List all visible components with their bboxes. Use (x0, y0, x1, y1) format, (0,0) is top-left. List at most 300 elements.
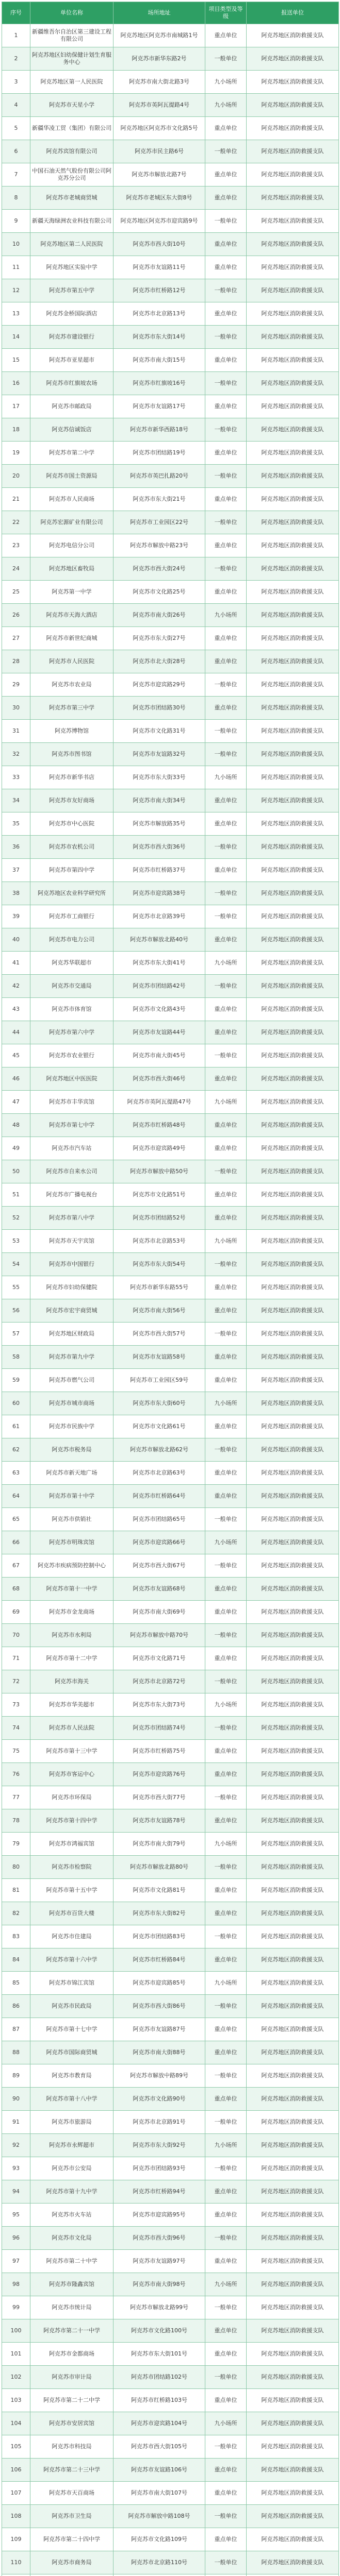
cell-no: 30 (2, 697, 30, 720)
cell-department: 阿克苏地区消防救援支队 (247, 488, 339, 511)
cell-no: 65 (2, 1508, 30, 1531)
cell-no: 6 (2, 140, 30, 163)
cell-department (247, 2574, 339, 2576)
cell-unit-name: 阿克苏市第十三中学 (30, 1740, 114, 1763)
cell-address: 阿克苏市南大街34号 (114, 789, 205, 812)
cell-address: 阿克苏市西大街57号 (114, 1323, 205, 1346)
document-page (0, 2, 340, 2576)
cell-address: 阿克苏市北京路39号 (114, 905, 205, 928)
cell-address: 阿克苏市东大街33号 (114, 766, 205, 789)
cell-department: 阿克苏地区消防救援支队 (247, 1995, 339, 2018)
table-row (2, 1740, 339, 1763)
cell-unit-name: 阿克苏市民政局 (30, 1995, 114, 2018)
cell-address: 阿克苏市工业园区22号 (114, 511, 205, 534)
cell-address: 阿克苏市西大街46号 (114, 1067, 205, 1091)
cell-type: 一般单位 (205, 1323, 247, 1346)
cell-address: 阿克苏市团结路102号 (114, 2366, 205, 2389)
cell-unit-name: 阿克苏市天宇宾馆 (30, 1230, 114, 1253)
cell-type: 一般单位 (205, 2505, 247, 2528)
cell-unit-name: 阿克苏市第十七中学 (30, 2018, 114, 2041)
cell-address: 阿克苏市文化路51号 (114, 1183, 205, 1207)
table-row (2, 2412, 339, 2435)
cell-address: 阿克苏市解放中路70号 (114, 1624, 205, 1647)
cell-no: 5 (2, 117, 30, 140)
cell-department: 阿克苏地区消防救援支队 (247, 279, 339, 302)
cell-address: 阿克苏市迎宾路104号 (114, 2412, 205, 2435)
cell-department: 阿克苏地区消防救援支队 (247, 442, 339, 465)
cell-address: 阿克苏市文化路100号 (114, 2319, 205, 2343)
cell-no: 25 (2, 581, 30, 604)
cell-no: 55 (2, 1276, 30, 1299)
cell-department: 阿克苏地区消防救援支队 (247, 94, 339, 117)
cell-address: 阿克苏市西大街105号 (114, 2435, 205, 2459)
cell-no: 1 (2, 24, 30, 47)
cell-no: 68 (2, 1578, 30, 1601)
cell-type: 重点单位 (205, 488, 247, 511)
cell-unit-name: 阿克苏市妇幼保健院 (30, 1276, 114, 1299)
cell-unit-name: 阿克苏市城市商场 (30, 1392, 114, 1415)
cell-address: 阿克苏市北京路72号 (114, 1670, 205, 1693)
cell-unit-name: 阿克苏市第二中学 (30, 442, 114, 465)
cell-no: 35 (2, 812, 30, 836)
table-row (2, 2574, 339, 2576)
cell-unit-name: 阿克苏市第十六中学 (30, 1948, 114, 1972)
header-no: 序号 (2, 2, 30, 24)
table-row (2, 1879, 339, 1902)
table-row (2, 1276, 339, 1299)
cell-address: 阿克苏市南大街79号 (114, 1833, 205, 1856)
cell-no: 53 (2, 1230, 30, 1253)
cell-type: 重点单位 (205, 1485, 247, 1508)
cell-address: 阿克苏市迎宾路38号 (114, 882, 205, 905)
cell-type: 重点单位 (205, 1902, 247, 1925)
cell-address: 阿克苏市文化路61号 (114, 1415, 205, 1438)
cell-department: 阿克苏地区消防救援支队 (247, 720, 339, 743)
cell-type: 重点单位 (205, 1207, 247, 1230)
cell-address: 阿克苏市迎宾路49号 (114, 1137, 205, 1160)
table-row (2, 1485, 339, 1508)
cell-unit-name: 阿克苏市第八中学 (30, 1207, 114, 1230)
table-row (2, 1137, 339, 1160)
table-row (2, 372, 339, 395)
table-row (2, 859, 339, 882)
cell-department: 阿克苏地区消防救援支队 (247, 1137, 339, 1160)
cell-no: 83 (2, 1925, 30, 1948)
cell-address: 阿克苏地区阿克苏市文化路5号 (114, 117, 205, 140)
cell-unit-name: 阿克苏市旅游局 (30, 2111, 114, 2134)
cell-type: 一般单位 (205, 2111, 247, 2134)
cell-unit-name: 阿克苏市第十中学 (30, 1485, 114, 1508)
cell-no: 16 (2, 372, 30, 395)
cell-department: 阿克苏地区消防救援支队 (247, 859, 339, 882)
cell-type: 重点单位 (205, 256, 247, 279)
table-row (2, 905, 339, 928)
cell-no: 51 (2, 1183, 30, 1207)
cell-address: 阿克苏市友谊路17号 (114, 395, 205, 418)
cell-no: 50 (2, 1160, 30, 1183)
cell-unit-name: 新疆维吾尔自治区第三建设工程有限公司 (30, 24, 114, 47)
cell-no: 13 (2, 302, 30, 326)
cell-address: 阿克苏市东大街92号 (114, 2134, 205, 2157)
cell-address: 阿克苏市北大街28号 (114, 650, 205, 673)
cell-no: 82 (2, 1902, 30, 1925)
cell-type: 重点单位 (205, 1067, 247, 1091)
cell-type: 一般单位 (205, 1624, 247, 1647)
cell-no: 48 (2, 1114, 30, 1137)
table-row (2, 2041, 339, 2064)
cell-no: 37 (2, 859, 30, 882)
table-row (2, 1207, 339, 1230)
cell-unit-name: 阿克苏市第十四中学 (30, 1809, 114, 1833)
cell-type: 重点单位 (205, 534, 247, 557)
cell-type: 一般单位 (205, 1438, 247, 1462)
cell-no: 57 (2, 1323, 30, 1346)
cell-unit-name: 阿克苏市税务局 (30, 1438, 114, 1462)
cell-address: 阿克苏市红桥路94号 (114, 2180, 205, 2204)
cell-department: 阿克苏地区消防救援支队 (247, 766, 339, 789)
cell-unit-name: 阿克苏地区农业科学研究所 (30, 882, 114, 905)
cell-address: 阿克苏市红桥路48号 (114, 1114, 205, 1137)
cell-department: 阿克苏地区消防救援支队 (247, 673, 339, 697)
cell-department: 阿克苏地区消防救援支队 (247, 1183, 339, 1207)
cell-department: 阿克苏地区消防救援支队 (247, 1160, 339, 1183)
cell-no: 79 (2, 1833, 30, 1856)
header-row (2, 2, 339, 24)
cell-no: 49 (2, 1137, 30, 1160)
table-row (2, 1091, 339, 1114)
cell-department: 阿克苏地区消防救援支队 (247, 2227, 339, 2250)
cell-type: 一般单位 (205, 836, 247, 859)
cell-type: 九小场所 (205, 1091, 247, 1114)
cell-unit-name: 阿克苏市新世纪商城 (30, 627, 114, 650)
cell-address: 阿克苏市东大街82号 (114, 1902, 205, 1925)
cell-department: 阿克苏地区消防救援支队 (247, 1601, 339, 1624)
header-unit-name: 单位名称 (30, 2, 114, 24)
cell-no: 43 (2, 998, 30, 1021)
cell-no: 22 (2, 511, 30, 534)
cell-unit-name: 阿克苏市建设银行 (30, 326, 114, 349)
table-row (2, 1763, 339, 1786)
cell-type: 重点单位 (205, 2343, 247, 2366)
cell-department: 阿克苏地区消防救援支队 (247, 24, 339, 47)
cell-no: 74 (2, 1717, 30, 1740)
cell-no: 107 (2, 2482, 30, 2505)
table-row (2, 2018, 339, 2041)
cell-type: 一般单位 (205, 2157, 247, 2180)
cell-unit-name: 阿克苏市天海大酒店 (30, 604, 114, 627)
cell-department: 阿克苏地区消防救援支队 (247, 465, 339, 488)
unit-table (2, 2, 339, 2576)
cell-department: 阿克苏地区消防救援支队 (247, 1902, 339, 1925)
cell-address: 阿克苏市东大街41号 (114, 952, 205, 975)
table-row (2, 442, 339, 465)
cell-address: 阿克苏市团结路19号 (114, 442, 205, 465)
cell-address: 阿克苏市文化路71号 (114, 1647, 205, 1670)
cell-unit-name: 阿克苏市第十一中学 (30, 1578, 114, 1601)
cell-address: 阿克苏市文化路43号 (114, 998, 205, 1021)
cell-department: 阿克苏地区消防救援支队 (247, 2041, 339, 2064)
cell-unit-name: 阿克苏市安居宾馆 (30, 2412, 114, 2435)
table-row (2, 1786, 339, 1809)
cell-type: 九小场所 (205, 71, 247, 94)
cell-type: 九小场所 (205, 604, 247, 627)
cell-type: 重点单位 (205, 117, 247, 140)
cell-unit-name: 阿克苏市汽车站 (30, 1137, 114, 1160)
table-row (2, 2088, 339, 2111)
table-row (2, 928, 339, 952)
cell-address: 阿克苏地区阿克苏市迎宾路9号 (114, 210, 205, 233)
cell-address: 阿克苏市解放中路108号 (114, 2505, 205, 2528)
cell-unit-name: 阿克苏市住建局 (30, 1925, 114, 1948)
cell-department: 阿克苏地区消防救援支队 (247, 326, 339, 349)
cell-address (114, 2574, 205, 2576)
cell-no: 34 (2, 789, 30, 812)
cell-no: 20 (2, 465, 30, 488)
table-row (2, 24, 339, 47)
cell-department: 阿克苏地区消防救援支队 (247, 1508, 339, 1531)
cell-no: 95 (2, 2204, 30, 2227)
cell-type: 重点单位 (205, 1415, 247, 1438)
cell-type: 重点单位 (205, 2528, 247, 2551)
cell-no: 3 (2, 71, 30, 94)
table-row (2, 789, 339, 812)
cell-department: 阿克苏地区消防救援支队 (247, 1856, 339, 1879)
cell-unit-name: 阿克苏市审计局 (30, 2366, 114, 2389)
cell-department: 阿克苏地区消防救援支队 (247, 1091, 339, 1114)
cell-unit-name: 阿克苏市第二十四中学 (30, 2528, 114, 2551)
cell-department: 阿克苏地区消防救援支队 (247, 1948, 339, 1972)
cell-type: 重点单位 (205, 2180, 247, 2204)
cell-no: 12 (2, 279, 30, 302)
cell-no: 15 (2, 349, 30, 372)
cell-unit-name (30, 2574, 114, 2576)
cell-department: 阿克苏地区消防救援支队 (247, 71, 339, 94)
table-row (2, 2389, 339, 2412)
cell-type: 一般单位 (205, 2366, 247, 2389)
cell-unit-name: 阿克苏地区第一人民医院 (30, 71, 114, 94)
cell-unit-name: 阿克苏市疾病预防控制中心 (30, 1554, 114, 1578)
cell-type: 一般单位 (205, 2064, 247, 2088)
cell-unit-name: 阿克苏市第十九中学 (30, 2180, 114, 2204)
cell-address: 阿克苏市文化路90号 (114, 2088, 205, 2111)
cell-type: 重点单位 (205, 163, 247, 187)
cell-type: 一般单位 (205, 557, 247, 581)
cell-department: 阿克苏地区消防救援支队 (247, 812, 339, 836)
cell-type: 重点单位 (205, 627, 247, 650)
cell-department: 阿克苏地区消防救援支队 (247, 372, 339, 395)
cell-address: 阿克苏市红桥路75号 (114, 1740, 205, 1763)
cell-address: 阿克苏市解放北路80号 (114, 1856, 205, 1879)
cell-department: 阿克苏地区消防救援支队 (247, 1067, 339, 1091)
cell-no: 18 (2, 418, 30, 442)
table-row (2, 1230, 339, 1253)
cell-unit-name: 阿克苏市第四中学 (30, 859, 114, 882)
table-row (2, 1670, 339, 1693)
cell-department: 阿克苏地区消防救援支队 (247, 418, 339, 442)
cell-address: 阿克苏市红旗坡16号 (114, 372, 205, 395)
cell-unit-name: 阿克苏市图书馆 (30, 743, 114, 766)
cell-unit-name: 阿克苏市检察院 (30, 1856, 114, 1879)
cell-no: 108 (2, 2505, 30, 2528)
cell-no: 80 (2, 1856, 30, 1879)
cell-department: 阿克苏地区消防救援支队 (247, 1763, 339, 1786)
table-row (2, 1948, 339, 1972)
table-row (2, 1114, 339, 1137)
cell-type: 重点单位 (205, 1462, 247, 1485)
cell-no: 110 (2, 2551, 30, 2574)
table-row (2, 117, 339, 140)
table-row (2, 47, 339, 71)
cell-no: 11 (2, 256, 30, 279)
cell-no: 105 (2, 2435, 30, 2459)
cell-department: 阿克苏地区消防救援支队 (247, 2134, 339, 2157)
cell-type: 重点单位 (205, 1740, 247, 1763)
cell-no: 97 (2, 2250, 30, 2273)
cell-address: 阿克苏市新华西路18号 (114, 418, 205, 442)
cell-department: 阿克苏地区消防救援支队 (247, 2088, 339, 2111)
cell-unit-name: 阿克苏市宏宇商贸城 (30, 1299, 114, 1323)
cell-department: 阿克苏地区消防救援支队 (247, 1647, 339, 1670)
table-row (2, 2551, 339, 2574)
cell-unit-name: 阿克苏市水利局 (30, 1624, 114, 1647)
table-row (2, 1346, 339, 1369)
cell-type: 九小场所 (205, 2273, 247, 2296)
cell-unit-name: 阿克苏市卫生局 (30, 2505, 114, 2528)
cell-type: 重点单位 (205, 1299, 247, 1323)
cell-unit-name: 阿克苏市第七中学 (30, 1114, 114, 1137)
cell-unit-name: 阿克苏市永辉超市 (30, 2134, 114, 2157)
cell-no: 76 (2, 1763, 30, 1786)
cell-type: 重点单位 (205, 1021, 247, 1044)
cell-no: 63 (2, 1462, 30, 1485)
cell-unit-name: 阿克苏市锦江宾馆 (30, 1972, 114, 1995)
cell-unit-name: 阿克苏市第六中学 (30, 1021, 114, 1044)
table-row (2, 1995, 339, 2018)
cell-department: 阿克苏地区消防救援支队 (247, 2157, 339, 2180)
cell-type: 九小场所 (205, 94, 247, 117)
cell-no: 104 (2, 2412, 30, 2435)
cell-unit-name: 阿克苏市第二十二中学 (30, 2389, 114, 2412)
table-row (2, 952, 339, 975)
cell-no: 100 (2, 2319, 30, 2343)
table-row (2, 2134, 339, 2157)
cell-type: 一般单位 (205, 2296, 247, 2319)
cell-no: 2 (2, 47, 30, 71)
cell-unit-name: 阿克苏市第十八中学 (30, 2088, 114, 2111)
cell-unit-name: 阿克苏市农业局 (30, 673, 114, 697)
cell-type: 九小场所 (205, 1392, 247, 1415)
cell-no: 24 (2, 557, 30, 581)
table-row (2, 1369, 339, 1392)
cell-address: 阿克苏市东大街73号 (114, 1693, 205, 1717)
cell-unit-name: 阿克苏市明珠宾馆 (30, 1531, 114, 1554)
cell-type: 一般单位 (205, 326, 247, 349)
cell-unit-name: 阿克苏市华美超市 (30, 1693, 114, 1717)
cell-unit-name: 阿克苏市科技局 (30, 2435, 114, 2459)
cell-no: 102 (2, 2366, 30, 2389)
cell-unit-name: 阿克苏市第二十三中学 (30, 2459, 114, 2482)
cell-department: 阿克苏地区消防救援支队 (247, 2273, 339, 2296)
cell-department: 阿克苏地区消防救援支队 (247, 395, 339, 418)
table-row (2, 1508, 339, 1531)
cell-address: 阿克苏市西大街77号 (114, 1786, 205, 1809)
cell-type: 重点单位 (205, 581, 247, 604)
cell-address: 阿克苏市团结路52号 (114, 1207, 205, 1230)
cell-address: 阿克苏市北京路13号 (114, 302, 205, 326)
table-row (2, 1323, 339, 1346)
cell-type: 重点单位 (205, 812, 247, 836)
cell-no: 29 (2, 673, 30, 697)
cell-address: 阿克苏市团结路65号 (114, 1508, 205, 1531)
table-row (2, 1554, 339, 1578)
cell-address: 阿克苏市友谊路97号 (114, 2250, 205, 2273)
cell-unit-name: 阿克苏市火车站 (30, 2204, 114, 2227)
cell-unit-name: 阿克苏市金龙商场 (30, 1601, 114, 1624)
cell-unit-name: 阿克苏金桥国际酒店 (30, 302, 114, 326)
cell-no: 64 (2, 1485, 30, 1508)
cell-unit-name: 阿克苏市新华书店 (30, 766, 114, 789)
table-row (2, 326, 339, 349)
cell-unit-name: 阿克苏地区财政局 (30, 1323, 114, 1346)
table-row (2, 1392, 339, 1415)
cell-no: 47 (2, 1091, 30, 1114)
cell-department: 阿克苏地区消防救援支队 (247, 1554, 339, 1578)
cell-type: 重点单位 (205, 1879, 247, 1902)
cell-type: 一般单位 (205, 465, 247, 488)
cell-type: 九小场所 (205, 1230, 247, 1253)
cell-address: 阿克苏市南大街88号 (114, 2041, 205, 2064)
cell-unit-name: 阿克苏市环保局 (30, 1786, 114, 1809)
cell-no: 70 (2, 1624, 30, 1647)
table-row (2, 465, 339, 488)
table-row (2, 1693, 339, 1717)
cell-type: 重点单位 (205, 859, 247, 882)
cell-department: 阿克苏地区消防救援支队 (247, 975, 339, 998)
cell-type: 重点单位 (205, 2088, 247, 2111)
cell-department: 阿克苏地区消防救援支队 (247, 2064, 339, 2088)
cell-address: 阿克苏市东大街54号 (114, 1253, 205, 1276)
cell-type: 重点单位 (205, 1137, 247, 1160)
cell-no: 87 (2, 2018, 30, 2041)
cell-no: 109 (2, 2528, 30, 2551)
cell-type: 一般单位 (205, 1856, 247, 1879)
table-row (2, 743, 339, 766)
cell-no: 7 (2, 163, 30, 187)
table-row (2, 1067, 339, 1091)
cell-no: 99 (2, 2296, 30, 2319)
cell-unit-name: 阿克苏市交通局 (30, 975, 114, 998)
cell-unit-name: 阿克苏市中国银行 (30, 1253, 114, 1276)
cell-address: 阿克苏市解放北路40号 (114, 928, 205, 952)
cell-unit-name: 阿克苏市人民商场 (30, 488, 114, 511)
cell-no: 88 (2, 2041, 30, 2064)
cell-type: 一般单位 (205, 1786, 247, 1809)
cell-type: 九小场所 (205, 1693, 247, 1717)
cell-unit-name: 阿克苏信诚饭店 (30, 418, 114, 442)
cell-type: 重点单位 (205, 187, 247, 210)
table-row (2, 882, 339, 905)
cell-address: 阿克苏市友谊路68号 (114, 1578, 205, 1601)
table-row (2, 163, 339, 187)
cell-address: 阿克苏市友谊路11号 (114, 256, 205, 279)
cell-unit-name: 阿克苏市友好商场 (30, 789, 114, 812)
cell-address: 阿克苏市友谊路44号 (114, 1021, 205, 1044)
cell-no (2, 2574, 30, 2576)
cell-no: 17 (2, 395, 30, 418)
table-row (2, 2204, 339, 2227)
cell-unit-name: 阿克苏博物馆 (30, 720, 114, 743)
cell-department: 阿克苏地区消防救援支队 (247, 2366, 339, 2389)
